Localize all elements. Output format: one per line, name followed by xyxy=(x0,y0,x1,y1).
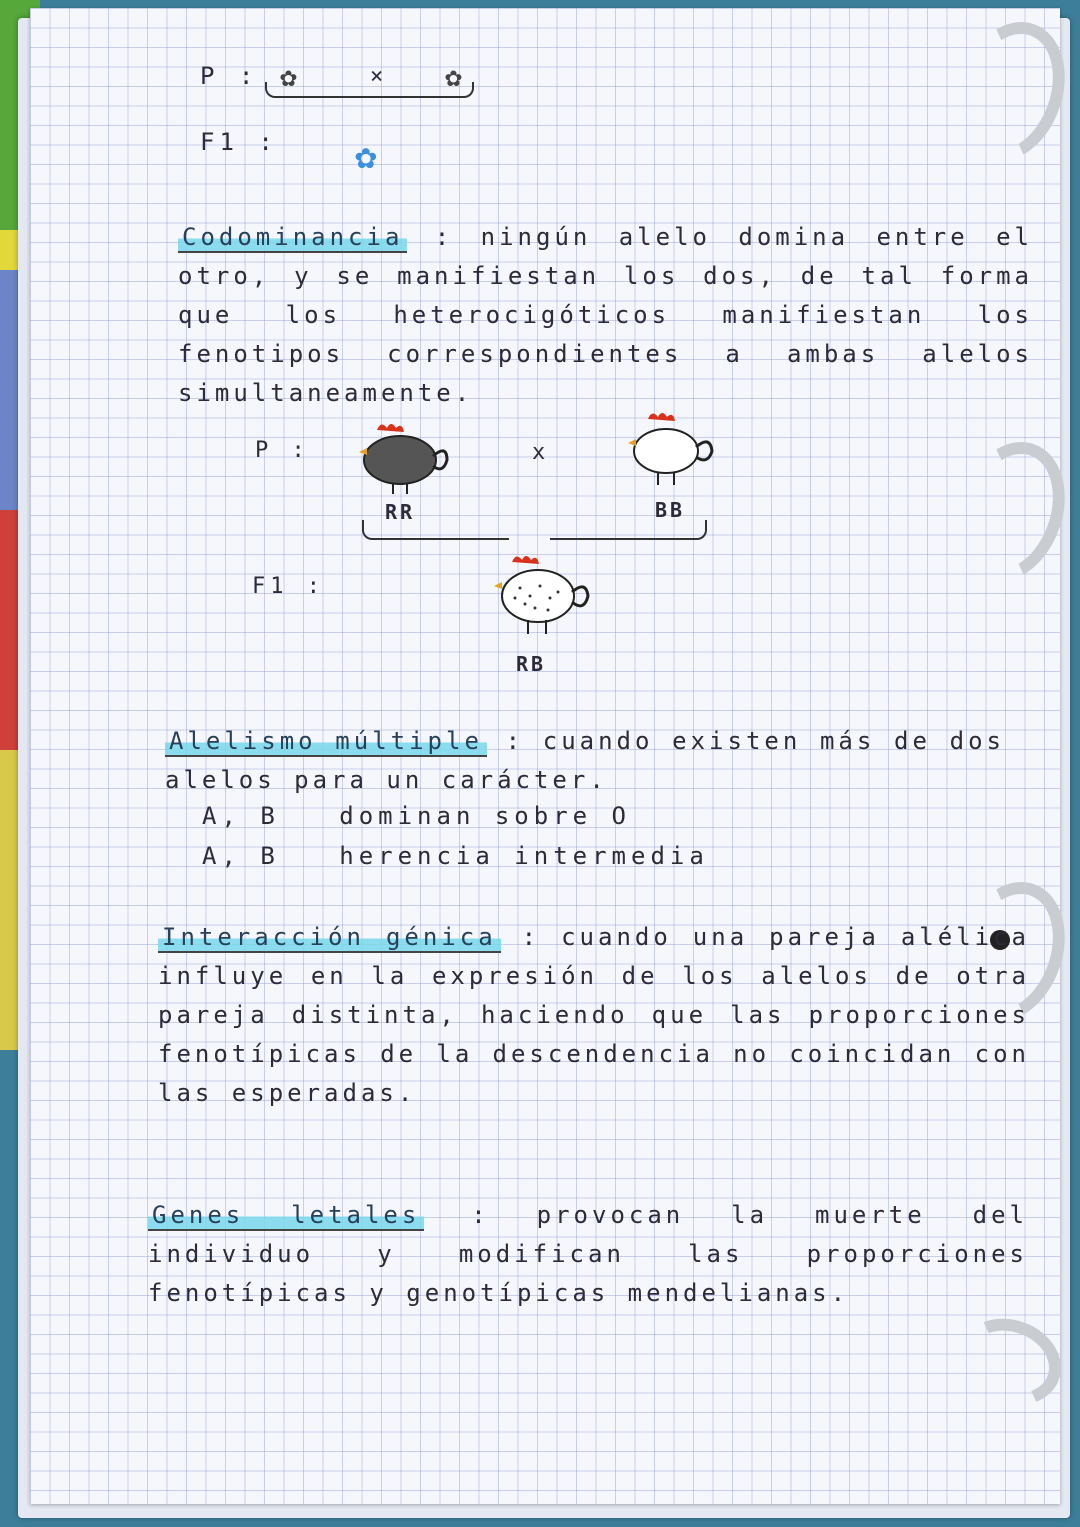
interaccion-heading: Interacción génica xyxy=(158,923,501,953)
codominancia-cross-symbol: x xyxy=(532,440,551,465)
hen-icon-speckled xyxy=(355,418,455,498)
codominancia-heading: Codominancia xyxy=(178,223,407,253)
codominancia-paragraph xyxy=(178,218,1033,413)
alelismo-paragraph xyxy=(165,722,1005,800)
alelismo-line2 xyxy=(202,842,709,870)
left-genotype: RR xyxy=(385,500,416,524)
codominancia-f1-label: F1 : xyxy=(252,574,325,599)
genes-letales-heading: Genes letales xyxy=(148,1201,424,1231)
line2-alleles: A, B xyxy=(202,842,280,870)
flower-icon: ✿ xyxy=(445,60,467,93)
f1-label: F1 : xyxy=(200,128,278,156)
alelismo-text: : cuando existen más de dos alelos para un carácter. xyxy=(165,727,1005,794)
interaccion-text: : cuando una pareja alélica influye en la expresión de los alelos de otra pareja distinta, haciendo que las proporciones fenotípicas de la descendencia no coincidan con las esperadas. xyxy=(158,923,1030,1107)
interaccion-paragraph xyxy=(158,918,1030,1113)
line1-alleles: A, B xyxy=(202,802,280,830)
cross-bracket-left xyxy=(362,520,509,540)
cross-bracket xyxy=(265,82,474,98)
cross-bracket-right xyxy=(550,520,707,540)
alelismo-heading: Alelismo múltiple xyxy=(165,727,487,757)
codominancia-text: : ningún alelo domina entre el otro, y se manifiestan los dos, de tal forma que los heterocigóticos manifiestan los fenotipos correspondientes a ambas alelos simultaneamente. xyxy=(178,223,1033,407)
right-genotype: BB xyxy=(655,498,686,522)
line2-text: herencia intermedia xyxy=(339,842,709,870)
cross-symbol: × xyxy=(370,64,389,89)
codominancia-p-label: P : xyxy=(255,438,310,463)
hen-icon-white xyxy=(620,405,720,490)
offspring-genotype: RB xyxy=(516,652,547,676)
genes-letales-paragraph xyxy=(148,1196,1028,1313)
flower-icon: ✿ xyxy=(280,60,302,93)
p-label: P : xyxy=(200,62,259,90)
genes-letales-text: : provocan la muerte del individuo y modifican las proporciones fenotípicas y genotípicas mendelianas. xyxy=(148,1201,1028,1307)
flower-icon: ✿ xyxy=(355,136,382,177)
hen-icon-dotted xyxy=(490,548,600,638)
alelismo-line1 xyxy=(202,802,631,830)
line1-text: dominan sobre O xyxy=(339,802,631,830)
